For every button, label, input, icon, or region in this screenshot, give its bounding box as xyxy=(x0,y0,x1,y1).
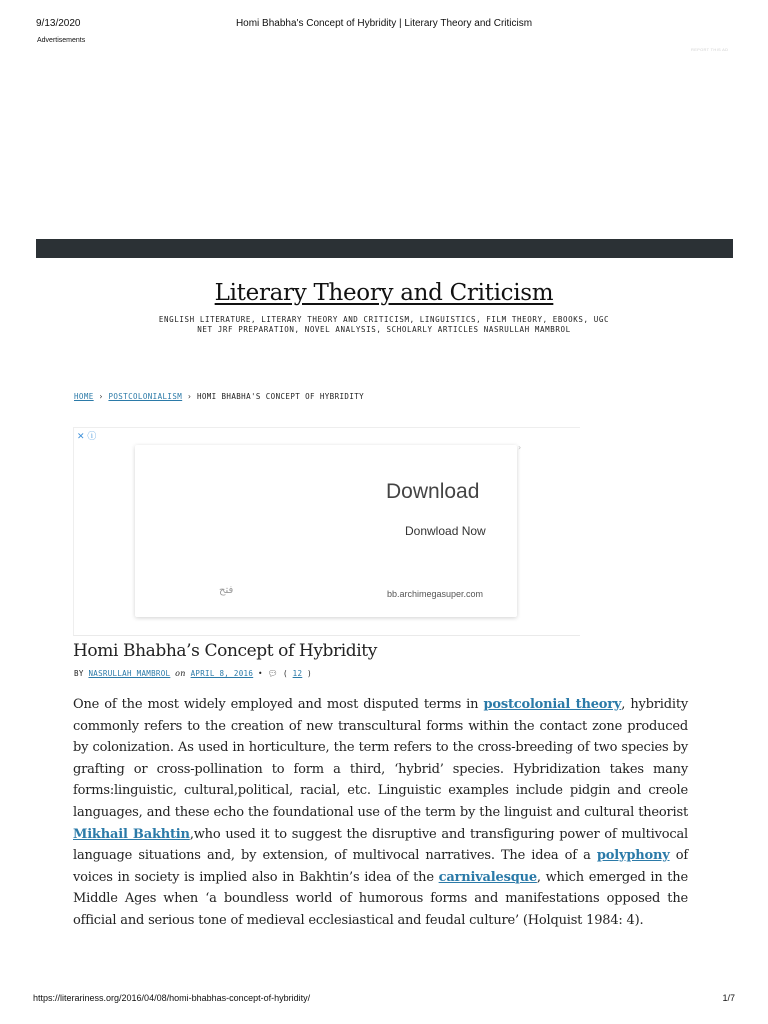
ad-cta[interactable]: Donwload Now xyxy=(405,524,486,538)
paragraph-text: One of the most widely employed and most disputed terms in xyxy=(73,697,484,712)
paragraph-text: of voices in society is implied also in Bakhtin’s idea of the xyxy=(73,848,688,885)
site-tagline xyxy=(154,315,614,335)
breadcrumb-separator: › xyxy=(187,392,193,401)
ad-url: bb.archimegasuper.com xyxy=(387,589,484,599)
site-title-link[interactable]: Literary Theory and Criticism xyxy=(214,280,554,306)
ad-heading[interactable]: Download xyxy=(386,480,480,503)
comments-count-link[interactable]: 12 xyxy=(292,669,303,678)
report-ad-link[interactable]: REPORT THIS AD xyxy=(691,47,729,52)
ad-caret-icon: › xyxy=(518,443,522,452)
breadcrumb-current: HOMI BHABHA'S CONCEPT OF HYBRIDITY xyxy=(196,392,365,401)
polyphony-link[interactable]: polyphony xyxy=(596,848,670,864)
author-link[interactable]: NASRULLAH MAMBROL xyxy=(88,669,171,678)
header-bar xyxy=(36,239,733,258)
paragraph-text: , which emerged in the Middle Ages when ‘a boundless world of humorous forms and manifestations opposed the official and serious tone of medieval ecclesiastical and feudal culture’ (Holquist 1984: 4). xyxy=(73,869,688,928)
paragraph-text: , hybridity commonly refers to the creation of new transcultural forms within the contact zone produced by colonization. As used in horticulture, the term refers to the cross-breeding of two species by grafting or cross-pollination to form a third, ‘hybrid’ species. Hybridization takes many forms:linguistic, cultural,political, racial, etc. Linguistic examples include pidgin and creole languages, and these echo the foundational use of the term by the linguist and cultural theorist xyxy=(73,697,688,820)
meta-bullet: • xyxy=(258,669,263,678)
speech-bubble-icon: 💬︎ xyxy=(267,669,279,678)
comment-close-paren: ) xyxy=(307,669,312,678)
ad-container xyxy=(73,427,580,636)
breadcrumb xyxy=(74,392,364,401)
post-meta xyxy=(74,669,312,678)
print-page-number: 1/7 xyxy=(722,993,735,1003)
carnivalesque-link[interactable]: carnivalesque xyxy=(438,869,537,885)
tagline-line-2: NET JRF PREPARATION, NOVEL ANALYSIS, SCHOLARLY ARTICLES NASRULLAH MAMBROL xyxy=(197,325,571,334)
meta-by: BY xyxy=(74,669,84,678)
advertisements-label: Advertisements xyxy=(37,37,86,44)
print-page-title: Homi Bhabha's Concept of Hybridity | Literary Theory and Criticism xyxy=(235,18,533,29)
breadcrumb-home-link[interactable]: HOME xyxy=(74,392,94,401)
article-paragraph xyxy=(73,694,688,932)
print-footer-url: https://literariness.org/2016/04/08/homi-bhabhas-concept-of-hybridity/ xyxy=(33,993,311,1003)
ad-open-label[interactable]: فتح xyxy=(219,585,234,596)
ad-card[interactable] xyxy=(135,443,522,617)
comment-open-paren: ( xyxy=(282,669,288,678)
mikhail-bakhtin-link[interactable]: Mikhail Bakhtin xyxy=(73,826,190,842)
print-date: 9/13/2020 xyxy=(36,18,81,29)
ad-close-info-icon[interactable]: ✕ ⓘ xyxy=(77,432,97,442)
print-header xyxy=(36,18,732,32)
meta-on: on xyxy=(175,669,186,678)
tagline-line-1: ENGLISH LITERATURE, LITERARY THEORY AND CRITICISM, LINGUISTICS, FILM THEORY, EBOOKS, UGC xyxy=(158,315,610,324)
breadcrumb-category-link[interactable]: POSTCOLONIALISM xyxy=(108,392,183,401)
breadcrumb-separator: › xyxy=(98,392,104,401)
post-title: Homi Bhabha’s Concept of Hybridity xyxy=(73,641,377,661)
date-link[interactable]: APRIL 8, 2016 xyxy=(190,669,254,678)
paragraph-text: ,who used it to suggest the disruptive and transfiguring power of multivocal language situations and, by extension, of multivocal narratives. The idea of a xyxy=(73,826,688,864)
postcolonial-theory-link[interactable]: postcolonial theory xyxy=(483,697,622,712)
